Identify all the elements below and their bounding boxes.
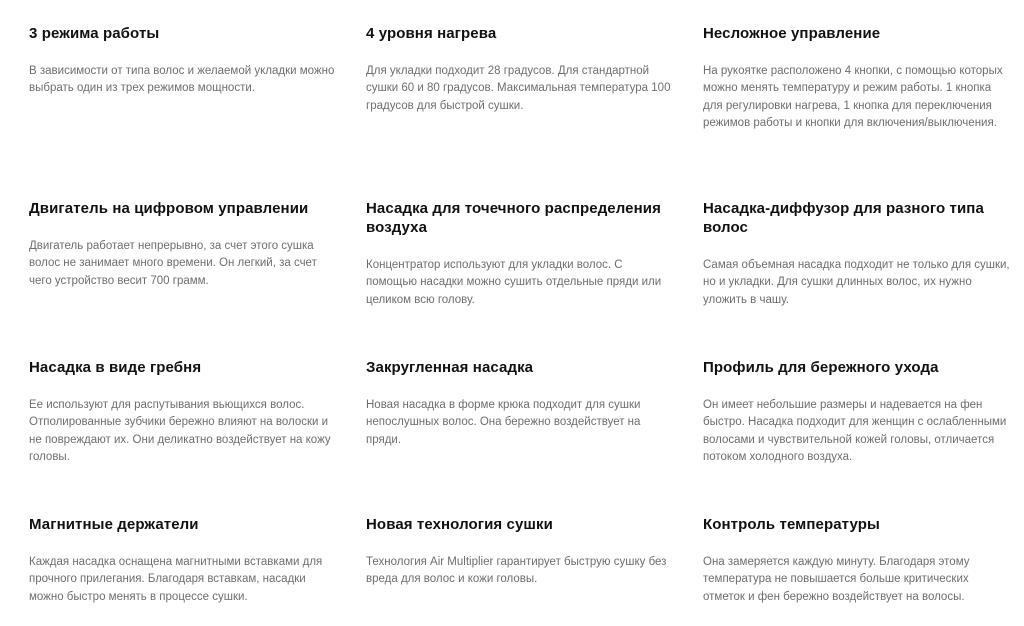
feature-description: Концентратор используют для укладки волос. С помощью насадки можно сушить отдельные пряди или целиком всю голову. <box>366 259 662 306</box>
feature-title: Несложное управление <box>703 25 881 42</box>
feature-description: Технология Air Multiplier гарантирует быструю сушку без вреда для волос и кожи головы. <box>366 556 667 586</box>
feature-card-technology <box>366 515 676 589</box>
feature-description: Он имеет небольшие размеры и надевается на фен быстро. Насадка подходит для женщин с ослабленными волосами и чувствительной кожей головы, отличается потоком холодного воздуха. <box>703 399 1007 464</box>
feature-title: Профиль для бережного ухода <box>703 359 939 376</box>
feature-card-concentrator <box>366 199 676 309</box>
feature-description: Каждая насадка оснащена магнитными вставками для прочного прилегания. Благодаря вставкам, насадки можно быстро менять в процессе сушки. <box>29 556 323 603</box>
feature-card-rounded <box>366 358 676 449</box>
feature-title: Насадка для точечного распределения воздуха <box>366 200 661 236</box>
feature-card-comb <box>29 358 339 467</box>
feature-title: Контроль температуры <box>703 516 880 533</box>
feature-title: Закругленная насадка <box>366 359 534 376</box>
feature-description: На рукоятке расположено 4 кнопки, с помощью которых можно менять температуру и режим работы. 1 кнопка для регулировки нагрева, 1 кнопка для переключения режимов работы и кнопки для включения/выключения. <box>703 65 1003 130</box>
feature-description: Для укладки подходит 28 градусов. Для стандартной сушки 60 и 80 градусов. Максимальная температура 100 градусов для быстрой сушки. <box>366 65 671 112</box>
feature-title: Магнитные держатели <box>29 516 199 533</box>
feature-title: 3 режима работы <box>29 25 160 42</box>
feature-description: Двигатель работает непрерывно, за счет этого сушка волос не занимает много времени. Он легкий, за счет чего устройство весит 700 грамм. <box>29 240 317 287</box>
feature-card-magnets <box>29 515 339 606</box>
feature-card-controls <box>703 24 1013 133</box>
feature-card-motor <box>29 199 339 290</box>
feature-description: В зависимости от типа волос и желаемой укладки можно выбрать один из трех режимов мощности. <box>29 65 335 95</box>
feature-title: Двигатель на цифровом управлении <box>29 200 309 217</box>
feature-card-gentle-care <box>703 358 1013 467</box>
feature-title: Насадка в виде гребня <box>29 359 202 376</box>
feature-title: Новая технология сушки <box>366 516 553 533</box>
feature-description: Она замеряется каждую минуту. Благодаря этому температура не повышается больше критических отметок и фен бережно воздействует на волосы. <box>703 556 970 603</box>
feature-description: Новая насадка в форме крюка подходит для сушки непослушных волос. Она бережно воздействует на пряди. <box>366 399 641 446</box>
feature-card-heat-levels <box>366 24 676 115</box>
feature-card-temperature-control <box>703 515 1013 606</box>
feature-description: Самая объемная насадка подходит не только для сушки, но и укладки. Для сушки длинных волос, их нужно уложить в чашу. <box>703 259 1010 306</box>
feature-title: 4 уровня нагрева <box>366 25 497 42</box>
feature-card-diffuser <box>703 199 1013 309</box>
feature-card-modes <box>29 24 339 98</box>
feature-title: Насадка-диффузор для разного типа волос <box>703 200 984 236</box>
feature-description: Ее используют для распутывания вьющихся волос. Отполированные зубчики бережно влияют на волоски и не повреждают их. Они деликатно воздействует на кожу головы. <box>29 399 331 464</box>
